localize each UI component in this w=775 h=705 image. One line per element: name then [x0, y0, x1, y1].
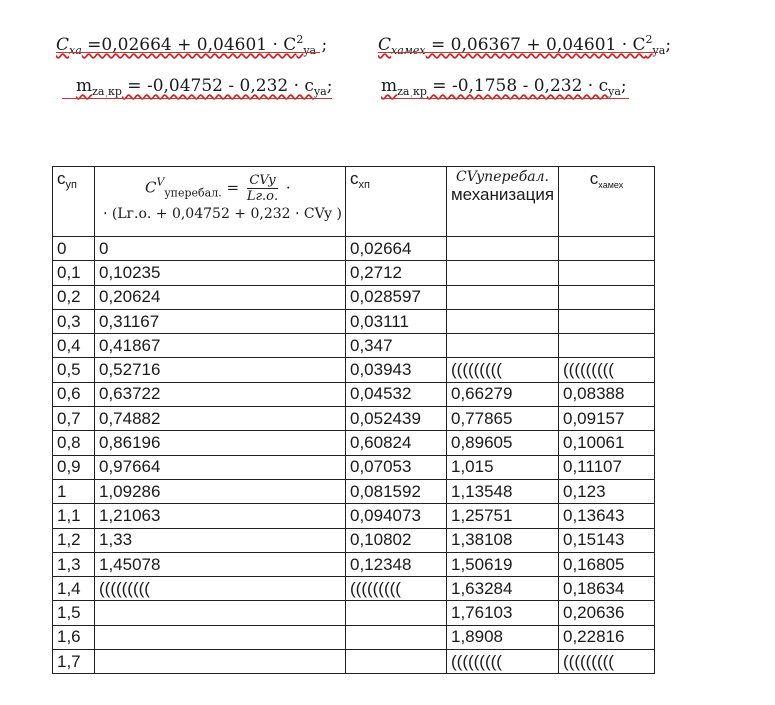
h2-sup: V [156, 175, 165, 189]
cell-cx: 0,028597 [346, 285, 447, 309]
cell-cx-mech [559, 334, 655, 358]
cell-cya: 0,4 [53, 334, 95, 358]
cell-cyv-mech [447, 334, 559, 358]
f1-rhs: =0,02664 + 0,04601 · C [81, 35, 297, 55]
cell-cx-mech: 0,18634 [559, 577, 655, 601]
formula-cxa-mech [378, 30, 671, 61]
cell-cyv-mech: 0,89605 [447, 431, 559, 455]
cell-cyv-mech: 0,77865 [447, 407, 559, 431]
cell-cx: 0,347 [346, 334, 447, 358]
cell-cyv: 0,97664 [95, 455, 346, 479]
f2-lhs: C [378, 35, 392, 55]
table-row [53, 261, 655, 285]
header-cya-sub: yп [65, 179, 77, 191]
cell-cyv-mech [447, 261, 559, 285]
formula-cxa [56, 30, 327, 61]
cell-cx: 0,081592 [346, 479, 447, 503]
header-cyv-mech-line2: механизация [450, 185, 555, 204]
h2-num: CVy [247, 173, 278, 189]
header-cyv-formula [95, 167, 346, 237]
cell-cx: 0,12348 [346, 552, 447, 576]
cell-cya: 1,5 [53, 601, 95, 625]
header-cyv-line1 [99, 173, 345, 204]
table-header-row [53, 167, 655, 237]
table-row [53, 650, 655, 674]
table-row [53, 431, 655, 455]
cell-cyv-mech: 1,13548 [447, 479, 559, 503]
cell-cya: 0,1 [53, 261, 95, 285]
cell-cx: 0,10802 [346, 528, 447, 552]
cell-cyv-mech: 0,66279 [447, 382, 559, 406]
cell-cya: 1,6 [53, 625, 95, 649]
cell-cyv-mech: 1,63284 [447, 577, 559, 601]
f2-rhs: = 0,06367 + 0,04601 · C [425, 35, 646, 55]
cell-cyv: 0,63722 [95, 382, 346, 406]
h2-sub: yперебал. [164, 186, 222, 200]
cell-cyv: 1,21063 [95, 504, 346, 528]
cell-cya: 1,1 [53, 504, 95, 528]
cell-cyv-mech: 1,50619 [447, 552, 559, 576]
cell-cya: 0 [53, 237, 95, 261]
h2-dot: · [281, 178, 291, 197]
header-cya-text: c [57, 169, 66, 188]
header-cx-sub: xп [358, 179, 370, 191]
cell-cyv [95, 601, 346, 625]
cell-cx-mech: 0,15143 [559, 528, 655, 552]
header-cx-mech-text: c [589, 169, 599, 188]
cell-cx-mech: 0,22816 [559, 625, 655, 649]
table-row [53, 334, 655, 358]
cell-cx-mech: 0,20636 [559, 601, 655, 625]
f1-sq: 2 [296, 33, 304, 46]
table-row [53, 407, 655, 431]
cell-cx-mech: 0,10061 [559, 431, 655, 455]
cell-cya: 0,6 [53, 382, 95, 406]
header-cyv-line2: · (Lг.о. + 0,04752 + 0,232 · CVy ) [103, 206, 342, 222]
cell-cyv: 1,09286 [95, 479, 346, 503]
cell-cyv [95, 650, 346, 674]
red-line-4 [381, 98, 629, 99]
f2-sq: 2 [645, 33, 653, 46]
f2-lhs-sub: xaмех [391, 44, 426, 57]
cell-cyv-mech [447, 237, 559, 261]
h2-den: Lг.о. [246, 189, 279, 204]
header-cx-mech-sub: xaмех [598, 180, 624, 190]
cell-cx: ((((((((( [346, 577, 447, 601]
cell-cyv-mech: ((((((((( [447, 358, 559, 382]
red-line-2 [378, 52, 658, 53]
cell-cya: 0,9 [53, 455, 95, 479]
f2-ya: ya [652, 44, 666, 57]
f4-lhs: m [381, 76, 398, 96]
f3-rhs: = -0,04752 - 0,232 · c [121, 76, 314, 96]
cell-cx-mech: 0,16805 [559, 552, 655, 576]
cell-cx-mech: 0,11107 [559, 455, 655, 479]
header-cx-mech [559, 167, 655, 237]
red-line-1 [56, 52, 320, 53]
cell-cya: 1,2 [53, 528, 95, 552]
cell-cx: 0,094073 [346, 504, 447, 528]
table-row [53, 479, 655, 503]
cell-cyv: 0,52716 [95, 358, 346, 382]
cell-cyv-mech [447, 309, 559, 333]
cell-cx: 0,60824 [346, 431, 447, 455]
table-row [53, 625, 655, 649]
table-row [53, 455, 655, 479]
header-cyv-mech [447, 167, 559, 237]
header-cx [346, 167, 447, 237]
f1-ya: ya [303, 44, 317, 57]
cell-cyv: 0,41867 [95, 334, 346, 358]
cell-cyv: 1,33 [95, 528, 346, 552]
table-row [53, 552, 655, 576]
cell-cyv [95, 625, 346, 649]
f4-lhs-sub: zа кр [397, 85, 427, 98]
header-cx-text: c [350, 169, 359, 188]
cell-cyv-mech: 1,38108 [447, 528, 559, 552]
cell-cyv: 0,20624 [95, 285, 346, 309]
cell-cyv: 0 [95, 237, 346, 261]
cell-cx: 0,04532 [346, 382, 447, 406]
cell-cyv: 0,86196 [95, 431, 346, 455]
cell-cyv: 0,74882 [95, 407, 346, 431]
cell-cya: 0,2 [53, 285, 95, 309]
cell-cx-mech [559, 285, 655, 309]
f4-rhs: = -0,1758 - 0,232 · c [426, 76, 609, 96]
f2-end: ; [665, 35, 672, 55]
cell-cx: 0,07053 [346, 455, 447, 479]
cell-cya: 0,5 [53, 358, 95, 382]
cell-cx: 0,03943 [346, 358, 447, 382]
f1-lhs: C [56, 35, 70, 55]
table-row [53, 237, 655, 261]
results-table [52, 166, 655, 674]
cell-cx [346, 625, 447, 649]
cell-cyv: ((((((((( [95, 577, 346, 601]
cell-cya: 0,3 [53, 309, 95, 333]
f3-lhs-sub: zа кр [92, 85, 122, 98]
f3-end: ; [326, 76, 333, 96]
f3-ya: ya [313, 85, 327, 98]
cell-cyv: 1,45078 [95, 552, 346, 576]
cell-cya: 0,7 [53, 407, 95, 431]
cell-cya: 0,8 [53, 431, 95, 455]
cell-cx: 0,2712 [346, 261, 447, 285]
table-row [53, 577, 655, 601]
h2-fraction [247, 173, 278, 204]
cell-cx: 0,02664 [346, 237, 447, 261]
f1-end: ; [316, 35, 328, 55]
cell-cya: 1,4 [53, 577, 95, 601]
cell-cya: 1 [53, 479, 95, 503]
cell-cx: 0,052439 [346, 407, 447, 431]
table-row [53, 285, 655, 309]
f3-lhs: m [76, 76, 93, 96]
cell-cya: 1,3 [53, 552, 95, 576]
table-row [53, 528, 655, 552]
cell-cx-mech [559, 261, 655, 285]
cell-cyv-mech: 1,25751 [447, 504, 559, 528]
header-cyv-mech-line1: CVyперебал. [456, 169, 549, 185]
cell-cx [346, 601, 447, 625]
cell-cyv-mech: 1,015 [447, 455, 559, 479]
cell-cx-mech: 0,09157 [559, 407, 655, 431]
table-body [53, 237, 655, 674]
cell-cx-mech: 0,13643 [559, 504, 655, 528]
cell-cx: 0,03111 [346, 309, 447, 333]
red-line-3 [62, 98, 332, 99]
f4-end: ; [620, 76, 627, 96]
cell-cyv-mech [447, 285, 559, 309]
cell-cx-mech [559, 309, 655, 333]
cell-cx-mech: ((((((((( [559, 650, 655, 674]
h2-eq: = [221, 178, 244, 197]
cell-cx-mech: 0,123 [559, 479, 655, 503]
cell-cx [346, 650, 447, 674]
cell-cyv-mech: ((((((((( [447, 650, 559, 674]
table-row [53, 382, 655, 406]
f4-ya: ya [608, 85, 621, 98]
cell-cyv-mech: 1,76103 [447, 601, 559, 625]
cell-cyv: 0,10235 [95, 261, 346, 285]
table-row [53, 601, 655, 625]
cell-cya: 1,7 [53, 650, 95, 674]
cell-cx-mech: 0,08388 [559, 382, 655, 406]
f1-lhs-sub: xa [69, 44, 82, 57]
header-cya [53, 167, 95, 237]
table-row [53, 358, 655, 382]
table-row [53, 309, 655, 333]
table-row [53, 504, 655, 528]
cell-cx-mech: ((((((((( [559, 358, 655, 382]
cell-cyv: 0,31167 [95, 309, 346, 333]
h2-lhs: C [145, 178, 157, 197]
cell-cyv-mech: 1,8908 [447, 625, 559, 649]
cell-cx-mech [559, 237, 655, 261]
